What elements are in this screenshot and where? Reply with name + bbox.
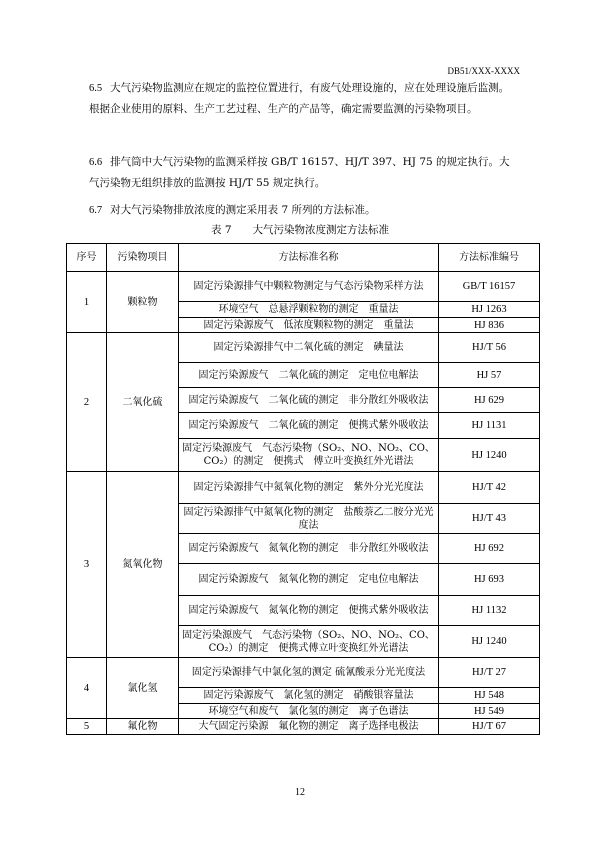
cell-seq: 2 [67, 333, 107, 472]
table-row [67, 272, 540, 302]
cell-code: HJ 57 [439, 363, 540, 388]
cell-method: 固定污染源废气 氮氧化物的测定 定电位电解法 [179, 564, 439, 596]
header-method: 方法标准名称 [179, 244, 439, 272]
cell-code: HJ 1263 [439, 302, 540, 318]
cell-code: HJ 693 [439, 564, 540, 596]
cell-method: 环境空气和废气 氯化氢的测定 离子色谱法 [179, 704, 439, 719]
table-body [67, 272, 540, 735]
cell-code: HJ 692 [439, 534, 540, 564]
cell-method: 固定污染源废气 气态污染物（SO₂、NO、NO₂、CO、CO₂）的测定 便携式傅立叶变换红外光谱法 [179, 626, 439, 658]
clause-text: 排气筒中大气污染物的监测采样按 GB/T 16157、HJ/T 397、HJ 75 的规定执行。大气污染物无组织排放的监测按 HJ/T 55 规定执行。 [89, 156, 510, 189]
cell-code: HJ/T 27 [439, 658, 540, 688]
cell-method: 固定污染源废气 氯化氢的测定 硝酸银容量法 [179, 688, 439, 704]
cell-method: 大气固定污染源 氟化物的测定 离子选择电极法 [179, 719, 439, 735]
cell-method: 固定污染源排气中颗粒物测定与气态污染物采样方法 [179, 272, 439, 302]
paragraph-6-5 [89, 78, 517, 120]
clause-number: 6.5 [89, 83, 103, 94]
header-pollutant: 污染物项目 [107, 244, 179, 272]
cell-method: 固定污染源废气 二氧化硫的测定 便携式紫外吸收法 [179, 413, 439, 439]
table-row [67, 333, 540, 363]
cell-seq: 3 [67, 472, 107, 658]
cell-method: 固定污染源废气 低浓度颗粒物的测定 重量法 [179, 318, 439, 333]
header-seq: 序号 [67, 244, 107, 272]
cell-code: HJ 1240 [439, 626, 540, 658]
cell-method: 环境空气 总悬浮颗粒物的测定 重量法 [179, 302, 439, 318]
clause-number: 6.6 [89, 157, 103, 168]
cell-method: 固定污染源废气 氮氧化物的测定 便携式紫外吸收法 [179, 596, 439, 626]
cell-pollutant: 氯化氢 [107, 658, 179, 719]
cell-method: 固定污染源废气 气态污染物（SO₂、NO、NO₂、CO、CO₂）的测定 便携式 傅立叶变换红外光谱法 [179, 439, 439, 472]
cell-pollutant: 氮氧化物 [107, 472, 179, 658]
cell-code: HJ/T 42 [439, 472, 540, 504]
page-number: 12 [295, 787, 305, 798]
cell-seq: 5 [67, 719, 107, 735]
cell-code: GB/T 16157 [439, 272, 540, 302]
cell-code: HJ 836 [439, 318, 540, 333]
clause-number: 6.7 [89, 205, 103, 216]
methods-table [66, 243, 540, 735]
cell-code: HJ/T 56 [439, 333, 540, 363]
clause-text: 对大气污染物排放浓度的测定采用表 7 所列的方法标准。 [110, 204, 376, 216]
cell-code: HJ 549 [439, 704, 540, 719]
header-code: 方法标准编号 [439, 244, 540, 272]
cell-method: 固定污染源排气中氯化氢的测定 硫氰酸汞分光光度法 [179, 658, 439, 688]
cell-seq: 1 [67, 272, 107, 333]
cell-code: HJ 548 [439, 688, 540, 704]
cell-method: 固定污染源废气 二氧化硫的测定 定电位电解法 [179, 363, 439, 388]
table-row [67, 658, 540, 688]
cell-method: 固定污染源排气中氮氧化物的测定 紫外分光光度法 [179, 472, 439, 504]
cell-method: 固定污染源废气 二氧化硫的测定 非分散红外吸收法 [179, 388, 439, 413]
cell-code: HJ/T 67 [439, 719, 540, 735]
clause-text: 大气污染物监测应在规定的监控位置进行，有废气处理设施的，应在处理设施后监测。根据企业使用的原料、生产工艺过程、生产的产品等，确定需要监测的污染物项目。 [89, 82, 510, 115]
cell-method: 固定污染源排气中氮氧化物的测定 盐酸萘乙二胺分光光度法 [179, 504, 439, 534]
cell-pollutant: 氟化物 [107, 719, 179, 735]
cell-method: 固定污染源排气中二氧化硫的测定 碘量法 [179, 333, 439, 363]
cell-seq: 4 [67, 658, 107, 719]
document-code: DB51/XXX-XXXX [447, 66, 520, 76]
cell-method: 固定污染源废气 氮氧化物的测定 非分散红外吸收法 [179, 534, 439, 564]
paragraph-6-6 [89, 152, 517, 194]
paragraph-6-7 [89, 200, 517, 221]
cell-code: HJ 1131 [439, 413, 540, 439]
table-header-row [67, 244, 540, 272]
cell-code: HJ/T 43 [439, 504, 540, 534]
cell-code: HJ 1240 [439, 439, 540, 472]
cell-code: HJ 629 [439, 388, 540, 413]
cell-code: HJ 1132 [439, 596, 540, 626]
table-row [67, 719, 540, 735]
cell-pollutant: 二氧化硫 [107, 333, 179, 472]
table-caption: 表 7 大气污染物浓度测定方法标准 [210, 224, 390, 236]
table-row [67, 472, 540, 504]
cell-pollutant: 颗粒物 [107, 272, 179, 333]
